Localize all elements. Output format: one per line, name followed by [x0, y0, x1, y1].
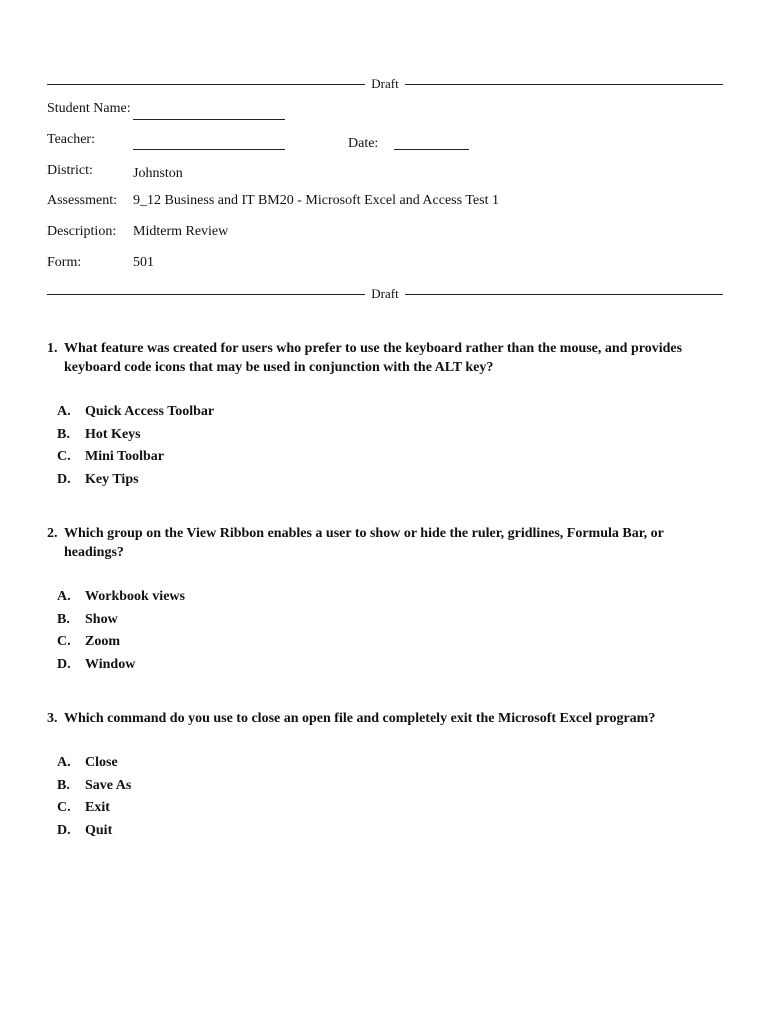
option-text: Hot Keys	[85, 427, 141, 442]
question-number: 2.	[47, 526, 58, 541]
question-text: Which group on the View Ribbon enables a user to show or hide the ruler, gridlines, Formula Bar, or headings?	[64, 526, 664, 560]
question-text: What feature was created for users who prefer to use the keyboard rather than the mouse, and provides keyboard code icons that may be used in conjunction with the ALT key?	[64, 341, 683, 375]
student-name-blank[interactable]	[133, 119, 285, 120]
option-text: Zoom	[85, 634, 120, 649]
option-letter: A.	[57, 755, 71, 770]
assessment-value: 9_12 Business and IT BM20 - Microsoft Excel and Access Test 1	[133, 193, 499, 208]
option-letter: C.	[57, 634, 71, 649]
option-2b[interactable]	[57, 612, 118, 632]
option-2d[interactable]	[57, 657, 135, 677]
teacher-blank[interactable]	[133, 149, 285, 150]
option-letter: B.	[57, 612, 70, 627]
rule-line	[405, 84, 723, 85]
option-text: Key Tips	[85, 472, 139, 487]
option-text: Quick Access Toolbar	[85, 404, 215, 419]
rule-line	[47, 84, 365, 85]
question-2	[47, 524, 707, 562]
option-text: Mini Toolbar	[85, 449, 164, 464]
assessment-label: Assessment:	[47, 193, 117, 208]
teacher-label: Teacher:	[47, 132, 95, 147]
option-3a[interactable]	[57, 755, 118, 775]
draft-label: Draft	[371, 286, 399, 301]
option-text: Close	[85, 755, 118, 770]
rule-line	[47, 294, 365, 295]
option-2c[interactable]	[57, 634, 120, 654]
student-name-label: Student Name:	[47, 101, 131, 116]
question-number: 3.	[47, 711, 58, 726]
option-letter: D.	[57, 823, 71, 838]
option-letter: A.	[57, 404, 71, 419]
form-label: Form:	[47, 255, 82, 270]
option-1c[interactable]	[57, 449, 164, 469]
option-2a[interactable]	[57, 589, 185, 609]
date-label: Date:	[348, 136, 379, 151]
option-text: Save As	[85, 778, 132, 793]
option-letter: C.	[57, 449, 71, 464]
date-blank[interactable]	[394, 149, 469, 150]
option-1a[interactable]	[57, 404, 214, 424]
question-3	[47, 709, 707, 728]
option-3b[interactable]	[57, 778, 131, 798]
option-letter: B.	[57, 778, 70, 793]
option-text: Show	[85, 612, 118, 627]
option-1b[interactable]	[57, 427, 141, 447]
option-1d[interactable]	[57, 472, 139, 492]
draft-rule-bottom	[47, 285, 723, 305]
option-text: Workbook views	[85, 589, 185, 604]
question-number: 1.	[47, 341, 58, 356]
description-label: Description:	[47, 224, 117, 239]
form-value: 501	[133, 255, 154, 270]
option-text: Window	[85, 657, 136, 672]
description-value: Midterm Review	[133, 224, 229, 239]
option-text: Exit	[85, 800, 110, 815]
option-3c[interactable]	[57, 800, 110, 820]
draft-label: Draft	[371, 76, 399, 91]
option-letter: D.	[57, 657, 71, 672]
option-letter: C.	[57, 800, 71, 815]
district-value: Johnston	[133, 166, 183, 181]
option-letter: D.	[57, 472, 71, 487]
question-1	[47, 339, 707, 377]
district-label: District:	[47, 163, 93, 178]
option-letter: B.	[57, 427, 70, 442]
option-3d[interactable]	[57, 823, 112, 843]
rule-line	[405, 294, 723, 295]
draft-rule-top	[47, 75, 723, 95]
option-letter: A.	[57, 589, 71, 604]
option-text: Quit	[85, 823, 113, 838]
question-text: Which command do you use to close an open file and completely exit the Microsoft Excel program?	[64, 711, 656, 726]
